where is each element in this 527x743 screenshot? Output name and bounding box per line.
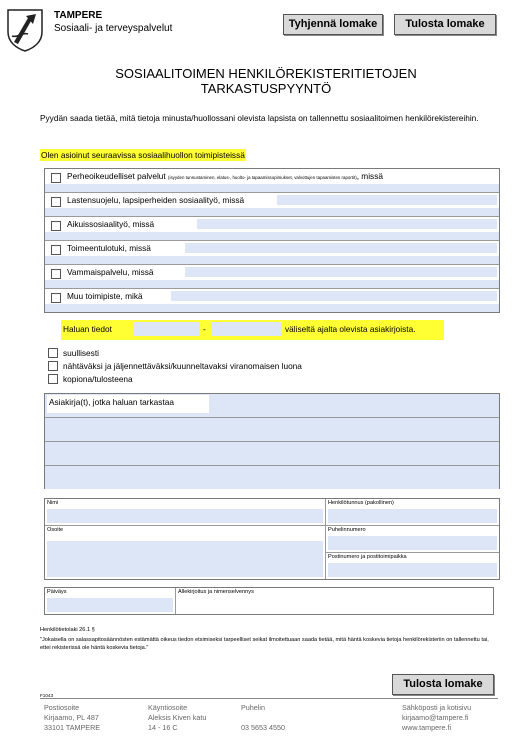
clear-form-button[interactable]: Tyhjennä lomake xyxy=(283,14,383,35)
documents-field[interactable] xyxy=(45,394,499,418)
intro-text: Pyydän saada tietää, mitä tietoja minusta/huollossani olevista lapsista on tallennettu sosiaalitoimen henkilörekistereihin. xyxy=(40,113,479,123)
postal-cell: Postinumero ja postitoimipaikka xyxy=(326,553,499,579)
personal-info-box xyxy=(44,498,500,580)
signature-cell: Allekirjoitus ja nimenselvennys xyxy=(178,589,254,595)
office-row: Aikuissosiaalityö, missä xyxy=(45,217,499,241)
period-suffix: väliseltä ajalta olevista asiakirjoista. xyxy=(285,324,416,334)
tampere-crest-logo xyxy=(6,8,44,52)
name-cell: Nimi xyxy=(45,499,326,526)
delivery-oral-label: suullisesti xyxy=(63,348,99,358)
office-where-field[interactable] xyxy=(45,232,499,240)
documents-field[interactable] xyxy=(45,466,499,489)
form-title: SOSIAALITOIMEN HENKILÖREKISTERITIETOJEN TARKASTUSPYYNTÖ xyxy=(115,66,417,96)
period-dash: - xyxy=(203,324,206,334)
office-where-field[interactable] xyxy=(45,208,499,216)
address-cell: Osoite xyxy=(45,526,326,579)
period-start-field[interactable] xyxy=(134,322,200,336)
print-form-button[interactable]: Tulosta lomake xyxy=(394,14,496,35)
period-row xyxy=(61,320,444,340)
office-row: Perheoikeudelliset palvelut (isyyden tunnustaminen, elatus-, huolto- ja tapaamissopimukset, valvottujen tapaamisten raportit), missä xyxy=(45,169,499,193)
delivery-oral-checkbox[interactable] xyxy=(48,348,58,358)
visited-offices-label: Olen asioinut seuraavissa sosiaalihuollon toimipisteissä xyxy=(41,150,245,160)
office-row: Vammaispalvelu, missä xyxy=(45,265,499,289)
law-text: "Jokaisella on salassapitosäännösten estämättä oikeus tiedon etsimiseksi tarpeelliset seikat ilmoitettuaan saada tietää, mitä häntä koskevia tietoja henkilörekisteriin on tallennettu tai, ettei rekisterissä ole häntä koskevia tietoja." xyxy=(40,637,489,651)
form-code: F1043 xyxy=(40,693,54,698)
office-checkbox[interactable] xyxy=(51,293,61,303)
documents-field[interactable] xyxy=(45,442,499,466)
period-end-field[interactable] xyxy=(211,322,281,336)
postal-field[interactable] xyxy=(328,563,497,577)
office-where-field[interactable] xyxy=(185,267,497,277)
office-where-field[interactable] xyxy=(45,280,499,288)
delivery-copy-checkbox[interactable] xyxy=(48,374,58,384)
date-field[interactable] xyxy=(47,598,173,612)
office-checkbox[interactable] xyxy=(51,269,61,279)
office-where-field[interactable] xyxy=(185,243,497,253)
address-field[interactable] xyxy=(47,541,323,577)
footer-phone: Puhelin 03 5653 4550 xyxy=(241,703,285,732)
office-row: Muu toimipiste, mikä xyxy=(45,289,499,312)
organization-name: TAMPERE xyxy=(54,10,103,21)
office-where-field[interactable] xyxy=(197,219,497,229)
delivery-view-checkbox[interactable] xyxy=(48,361,58,371)
office-checkbox[interactable] xyxy=(51,245,61,255)
footer-divider xyxy=(40,698,498,699)
phone-cell: Puhelinnumero xyxy=(326,526,499,553)
office-row: Toimeentulotuki, missä xyxy=(45,241,499,265)
footer-email: Sähköposti ja kotisivu kirjaamo@tampere.fi www.tampere.fi xyxy=(402,703,472,732)
office-where-field[interactable] xyxy=(45,184,499,192)
documents-box xyxy=(44,393,500,489)
office-where-field[interactable] xyxy=(45,256,499,264)
ssn-field[interactable] xyxy=(328,509,497,523)
phone-field[interactable] xyxy=(328,536,497,550)
footer-visit: Käyntiosoite Aleksis Kiven katu 14 - 16 C xyxy=(148,703,207,732)
footer-postal: Postiosoite Kirjaamo, PL 487 33101 TAMPERE xyxy=(44,703,101,732)
period-prefix: Haluan tiedot xyxy=(63,324,112,334)
delivery-view-label: nähtäväksi ja jäljennettäväksi/kuunneltavaksi viranomaisen luona xyxy=(63,361,302,371)
delivery-copy-label: kopiona/tulosteena xyxy=(63,374,133,384)
office-where-field[interactable] xyxy=(277,195,497,205)
print-form-button-bottom[interactable]: Tulosta lomake xyxy=(392,674,494,695)
department-name: Sosiaali- ja terveyspalvelut xyxy=(54,23,173,34)
office-where-field[interactable] xyxy=(45,304,499,312)
office-checkbox[interactable] xyxy=(51,197,61,207)
ssn-cell: Henkilötunnus (pakollinen) xyxy=(326,499,499,526)
offices-list xyxy=(44,168,500,313)
name-field[interactable] xyxy=(47,509,323,523)
office-where-field[interactable] xyxy=(171,291,497,301)
office-checkbox[interactable] xyxy=(51,173,61,183)
signature-box xyxy=(44,587,494,615)
office-checkbox[interactable] xyxy=(51,221,61,231)
documents-field[interactable] xyxy=(45,418,499,442)
office-row: Lastensuojelu, lapsiperheiden sosiaalityö, missä xyxy=(45,193,499,217)
date-cell: Päiväys xyxy=(45,588,176,614)
documents-label: Asiakirja(t), jotka haluan tarkastaa xyxy=(47,395,209,413)
law-title: Henkilötietolaki 26.1 § xyxy=(40,627,95,633)
